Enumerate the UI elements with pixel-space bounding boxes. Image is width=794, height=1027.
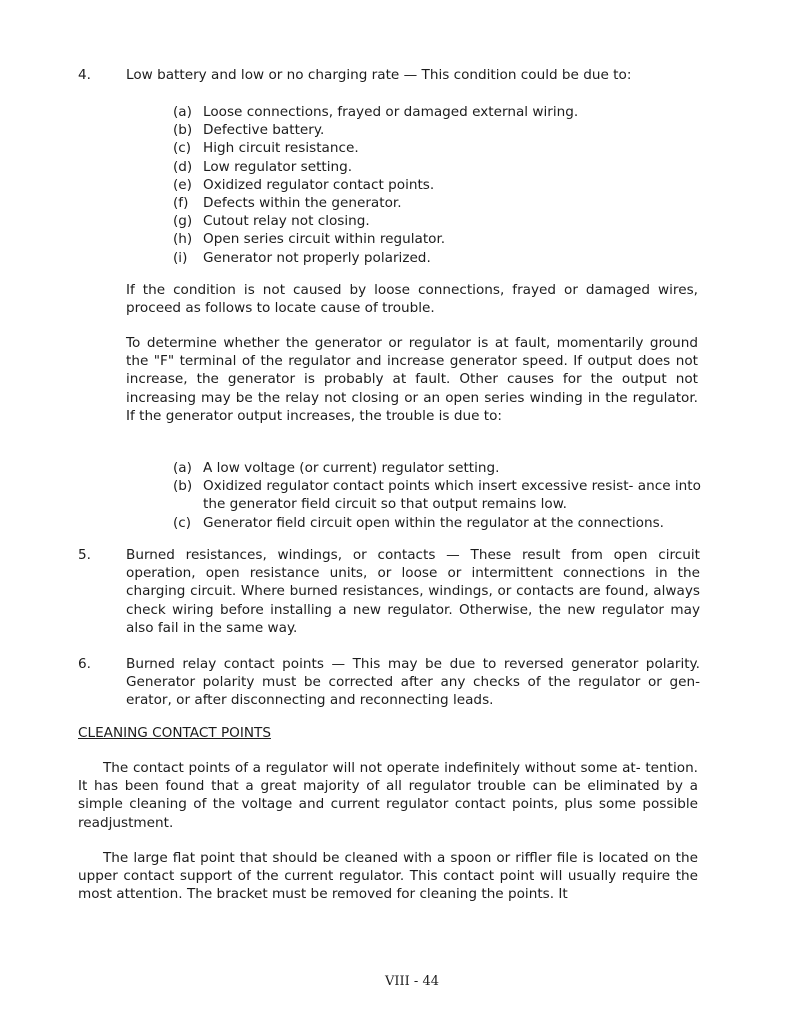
item-text: Low battery and low or no charging rate — This condition could be due to: <box>126 67 632 83</box>
fault-list <box>173 459 713 532</box>
list-item-text: Loose connections, frayed or damaged external wiring. <box>203 104 579 120</box>
list-item <box>173 212 713 230</box>
item-text: Burned resistances, windings, or contacts — These result from open circuit operation, open resistance units, or loose or intermittent connections in the charging circuit. Where burned resistances, windings, or contacts are found, always check wiring before installing a new regulator. Otherwise, the new regulator may also fail in the same way. <box>126 547 700 636</box>
item-5 <box>78 546 700 637</box>
list-item <box>173 477 713 513</box>
list-item-text: Cutout relay not closing. <box>203 213 370 230</box>
list-item-label: (h) <box>173 231 193 248</box>
list-item-text: High circuit resistance. <box>203 140 359 157</box>
list-item-text: Defective battery. <box>203 122 325 139</box>
list-item <box>173 249 713 267</box>
cause-list <box>173 103 713 267</box>
list-item <box>173 139 713 157</box>
item-number: 6. <box>78 656 91 672</box>
list-item-text: Generator field circuit open within the regulator at the connections. <box>203 514 664 531</box>
list-item-label: (i) <box>173 249 188 266</box>
paragraph: The large flat point that should be cleaned with a spoon or riffler file is located on the upper contact support of the current regulator. This contact point will usually require the most attention. The bracket must be removed for cleaning the points. It <box>78 850 698 903</box>
list-item-label: (d) <box>173 158 193 175</box>
list-item-label: (f) <box>173 195 189 212</box>
list-item-text: Oxidized regulator contact points which insert excessive resist- ance into the generator field circuit so that output remains low. <box>203 478 701 513</box>
list-item-label: (a) <box>173 460 192 476</box>
item-text: Burned relay contact points — This may be due to reversed generator polarity. Generator polarity must be corrected after any checks of the regulator or gen- erator, or after disconnecting and reconnecting leads. <box>126 656 700 709</box>
list-item <box>173 459 713 477</box>
section-heading: CLEANING CONTACT POINTS <box>78 725 271 741</box>
list-item-text: Defects within the generator. <box>203 195 402 212</box>
item-number: 4. <box>78 67 91 83</box>
paragraph: The contact points of a regulator will not operate indefinitely without some at- tention. It has been found that a great majority of all regulator trouble can be eliminated by a simple cleaning of the voltage and current regulator contact points, plus some possible readjustment. <box>78 760 698 831</box>
item-4 <box>78 66 700 84</box>
list-item-text: Open series circuit within regulator. <box>203 231 446 248</box>
item-6 <box>78 655 700 710</box>
list-item-label: (c) <box>173 514 192 531</box>
list-item-label: (a) <box>173 104 192 120</box>
list-item-label: (c) <box>173 140 192 157</box>
list-item-label: (g) <box>173 213 193 230</box>
list-item-label: (b) <box>173 122 193 139</box>
list-item-text: A low voltage (or current) regulator setting. <box>203 460 500 476</box>
list-item <box>173 176 713 194</box>
page-number: VIII - 44 <box>385 974 439 989</box>
list-item-text: Low regulator setting. <box>203 158 353 175</box>
list-item <box>173 514 713 532</box>
list-item <box>173 194 713 212</box>
list-item-text: Generator not properly polarized. <box>203 249 431 266</box>
list-item <box>173 230 713 248</box>
list-item <box>173 158 713 176</box>
list-item-label: (e) <box>173 176 192 193</box>
list-item <box>173 103 713 121</box>
list-item <box>173 121 713 139</box>
paragraph: To determine whether the generator or regulator is at fault, momentarily ground the "F" terminal of the regulator and increase generator speed. If output does not increase, the generator is probably at fault. Other causes for the output not increasing may be the relay not closing or an open series winding in the regulator. If the generator output increases, the trouble is due to: <box>126 335 698 424</box>
list-item-label: (b) <box>173 478 193 495</box>
list-item-text: Oxidized regulator contact points. <box>203 176 435 193</box>
item-number: 5. <box>78 547 91 563</box>
paragraph: If the condition is not caused by loose connections, frayed or damaged wires, proceed as follows to locate cause of trouble. <box>126 282 698 317</box>
